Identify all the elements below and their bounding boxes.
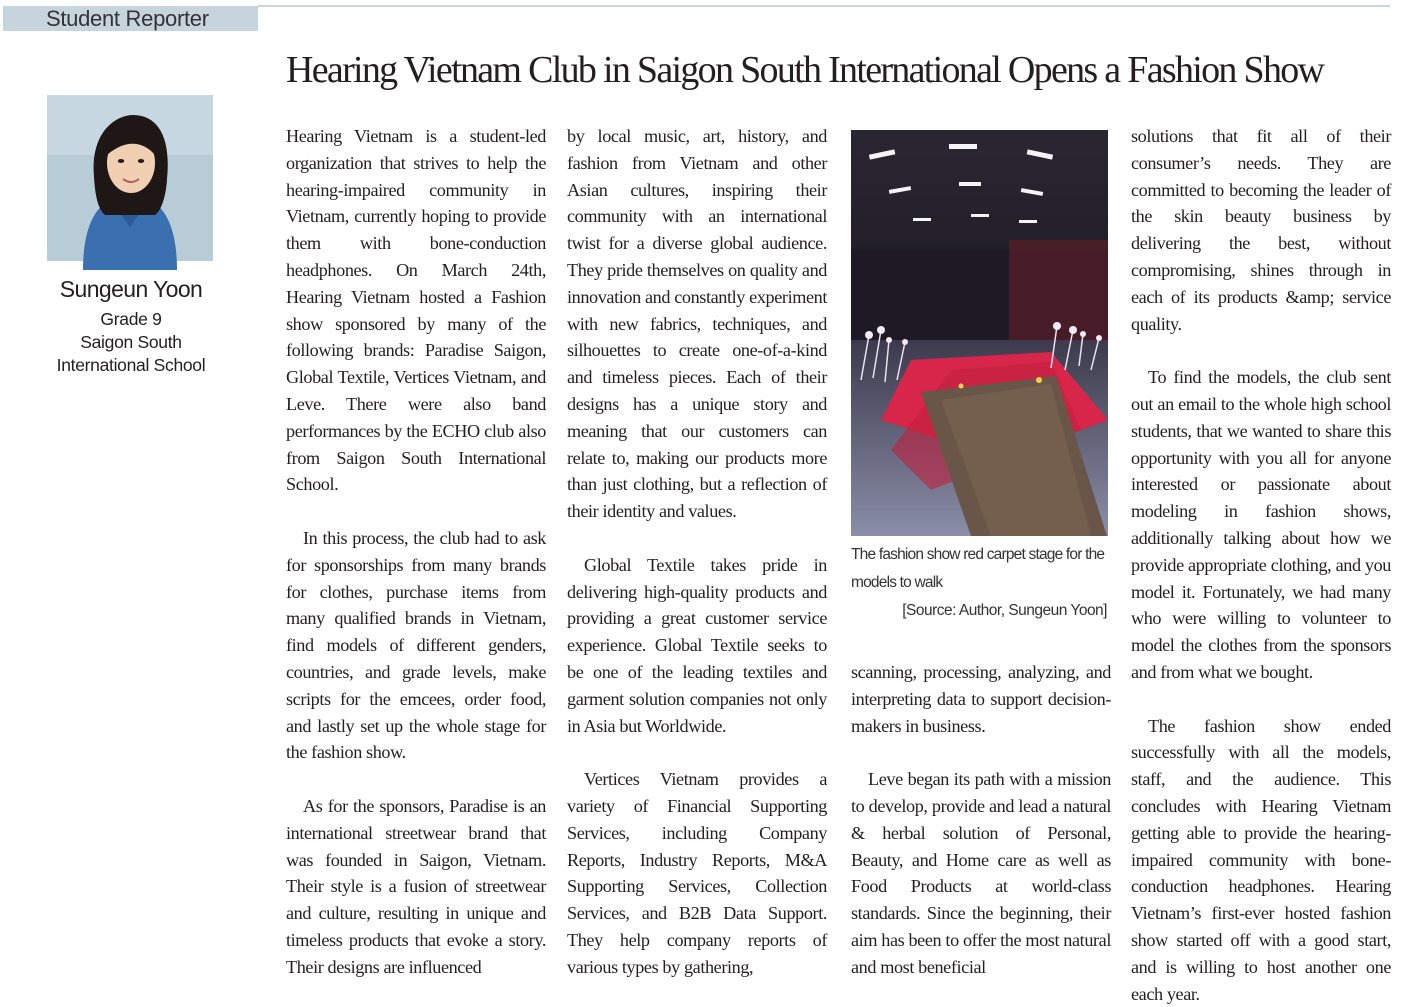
paragraph: Leve began its path with a mission to develop, provide and lead a natural & herbal solution of Personal, Beauty, and Home care as well as Food Products at world-class standards. Since the beginning, their aim has been to offer the most natural and most beneficial	[851, 769, 1111, 977]
paragraph: To find the models, the club sent out an email to the whole high school students, that we wanted to share this opportunity with you all for anyone interested or passionate about modeling in fashion shows, additionally talking about how we provide appropriate clothing, and you model it. Fortunately, we had many who were willing to volunteer to model the clothes from the sponsors and from what we bought.	[1131, 367, 1391, 682]
section-label: Student Reporter	[3, 6, 258, 31]
paragraph: As for the sponsors, Paradise is an international streetwear brand that was founded in Saigon, Vietnam. Their style is a fusion of streetwear and culture, resulting in unique and timeless products that evoke a story. Their designs are influenced	[286, 795, 546, 977]
paragraph: solutions that fit all of their consumer’s needs. They are committed to becoming the leader of the skin beauty business by delivering the best, without compromising, shines through in each of its products &amp; service quality.	[1131, 126, 1391, 334]
author-school-line2: International School	[56, 355, 206, 375]
author-grade: Grade 9	[100, 309, 162, 329]
paragraph: by local music, art, history, and fashion from Vietnam and other Asian cultures, inspiring their community with an international twist for a diverse global audience. They pride themselves on quality and innovation and constantly experiment with new fabrics, techniques, and silhouettes to create one-of-a-kind and timeless pieces. Each of their designs has a unique story and meaning that our customers can relate to, making our products more than just clothing, but a reflection of their identity and values.	[567, 126, 827, 522]
author-photo	[47, 95, 213, 261]
article-column-3	[851, 659, 1111, 981]
photo-caption	[851, 541, 1113, 625]
paragraph: In this process, the club had to ask for sponsorships from many brands for clothes, purchase items from many qualified brands in Vietnam, find models of different genders, countries, and grade levels, make scripts for the emcees, order food, and lastly set up the whole stage for the fashion show.	[286, 527, 546, 763]
article-column-4	[1131, 123, 1391, 1004]
author-portrait-graphic	[47, 95, 213, 261]
stage-photo-graphic	[851, 130, 1108, 536]
paragraph: Hearing Vietnam is a student-led organization that strives to help the hearing-impaired community in Vietnam, currently hoping to provide them with bone-conduction headphones. On March 24th, Hearing Vietnam hosted a Fashion show sponsored by many of the following brands: Paradise Saigon, Global Textile, Vertices Vietnam, and Leve. There were also band performances by the ECHO club also from Saigon South International School.	[286, 126, 546, 495]
paragraph: scanning, processing, analyzing, and interpreting data to support decision-makers in business.	[851, 662, 1111, 736]
header-rule	[258, 5, 1390, 7]
photo-source: [Source: Author, Sungeun Yoon]	[902, 602, 1107, 619]
photo-caption-text: The fashion show red carpet stage for the models to walk	[851, 546, 1105, 591]
author-school-line1: Saigon South	[80, 332, 182, 352]
paragraph: Vertices Vietnam provides a variety of Financial Supporting Services, including Company Reports, Industry Reports, M&A Supporting Services, Collection Services, and B2B Data Support. They help company reports of various types by gathering,	[567, 769, 827, 977]
author-name: Sungeun Yoon	[59, 276, 203, 302]
article-column-1	[286, 123, 546, 981]
headline: Hearing Vietnam Club in Saigon South International Opens a Fashion Show	[286, 49, 1324, 91]
article-column-2	[567, 123, 827, 981]
fashion-show-stage-photo	[851, 130, 1108, 536]
paragraph: The fashion show ended successfully with all the models, staff, and the audience. This concludes with Hearing Vietnam getting able to provide the hearing-impaired community with bone-conduction headphones. Hearing Vietnam’s first-ever hosted fashion show started off with a good start, and is willing to host another one each year.	[1131, 715, 1391, 1004]
paragraph: Global Textile takes pride in delivering high-quality products and providing a great customer service experience. Global Textile seeks to be one of the leading textiles and garment solution companies not only in Asia but Worldwide.	[567, 554, 827, 736]
